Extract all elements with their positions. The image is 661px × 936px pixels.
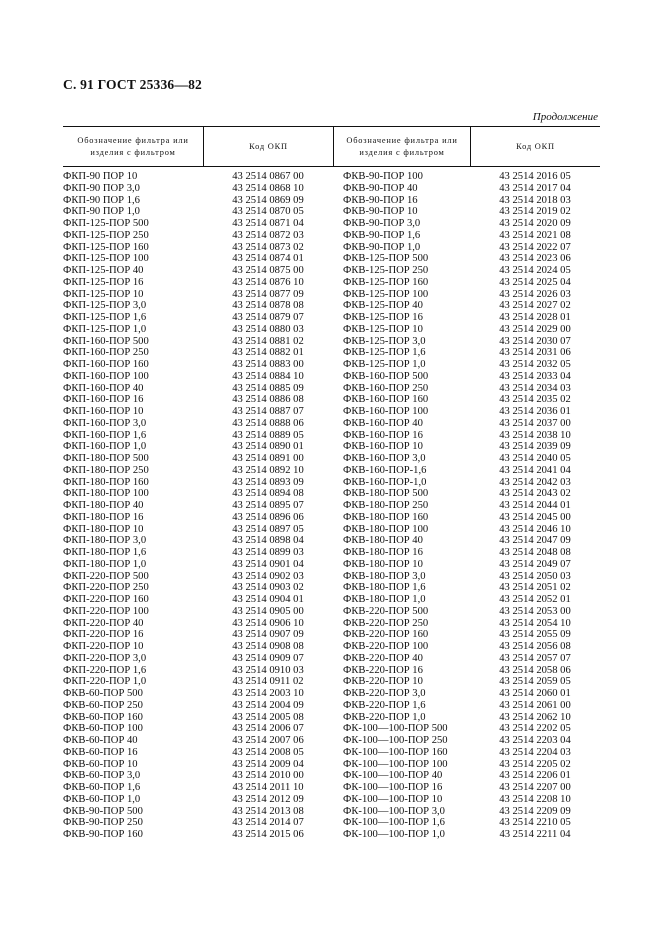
filter-designation: ФКВ-220-ПОР 10 — [343, 676, 423, 688]
okp-code: 43 2514 2035 02 — [499, 394, 571, 406]
filter-designation: ФКВ-180-ПОР 10 — [343, 558, 423, 570]
filter-designation: ФКВ-90-ПОР 1,6 — [343, 229, 421, 241]
okp-code: 43 2514 0879 07 — [232, 312, 304, 323]
okp-code: 43 2514 0910 03 — [232, 664, 304, 676]
okp-code: 43 2514 0867 00 — [232, 171, 304, 182]
filter-designation: ФКП-160-ПОР 1,6 — [63, 429, 147, 441]
okp-code: 43 2514 0889 05 — [232, 429, 304, 441]
okp-code: 43 2514 2026 03 — [499, 288, 571, 300]
okp-code: 43 2514 2060 01 — [499, 688, 571, 699]
filter-designation: ФКП-180-ПОР 500 — [63, 453, 149, 464]
okp-code: 43 2514 2046 10 — [499, 523, 571, 535]
okp-code: 43 2514 0880 03 — [232, 323, 304, 335]
okp-code: 43 2514 2003 10 — [232, 688, 304, 699]
okp-code: 43 2514 0908 08 — [232, 641, 304, 652]
okp-code: 43 2514 0881 02 — [232, 335, 304, 347]
filter-designation: ФКВ-125-ПОР 10 — [343, 323, 423, 335]
filter-designation: ФКП-160-ПОР 1,0 — [63, 441, 147, 453]
filter-designation: ФКП-180-ПОР 250 — [63, 464, 149, 476]
filter-designation: ФКВ-60-ПОР 3,0 — [63, 770, 141, 782]
filter-designation: ФКВ-60-ПОР 100 — [63, 723, 143, 735]
filter-designation: ФКВ-160-ПОР 16 — [343, 429, 423, 441]
okp-code: 43 2514 2061 00 — [499, 699, 571, 711]
okp-code: 43 2514 2036 01 — [499, 406, 571, 417]
okp-code: 43 2514 0906 10 — [232, 617, 304, 629]
filter-designation: ФКВ-90-ПОР 500 — [63, 805, 143, 817]
okp-code: 43 2514 2037 00 — [499, 417, 571, 429]
okp-code: 43 2514 2022 07 — [499, 241, 571, 253]
filter-designation: ФКВ-60-ПОР 160 — [63, 711, 143, 723]
filter-designation: ФКП-220-ПОР 160 — [63, 594, 149, 605]
okp-code: 43 2514 0870 05 — [232, 206, 304, 218]
filter-designation: ФКП-160-ПОР 40 — [63, 382, 144, 394]
okp-code: 43 2514 2051 02 — [499, 582, 571, 594]
okp-code: 43 2514 2206 01 — [499, 770, 571, 782]
okp-code: 43 2514 0893 09 — [232, 476, 304, 488]
filter-designation: ФКП-220-ПОР 500 — [63, 570, 149, 582]
okp-code: 43 2514 0887 07 — [232, 406, 304, 417]
okp-code: 43 2514 2205 02 — [499, 758, 571, 770]
filter-designation: ФКВ-220-ПОР 250 — [343, 617, 429, 629]
okp-code: 43 2514 2041 04 — [499, 464, 571, 476]
okp-code: 43 2514 0871 04 — [232, 218, 304, 229]
okp-code: 43 2514 2017 04 — [499, 182, 571, 194]
filter-designation: ФКВ-220-ПОР 3,0 — [343, 688, 426, 699]
filter-designation: ФКВ-220-ПОР 40 — [343, 652, 423, 664]
filter-designation: ФКВ-160-ПОР 40 — [343, 417, 423, 429]
okp-code: 43 2514 0896 06 — [232, 511, 304, 523]
okp-code: 43 2514 0886 08 — [232, 394, 304, 406]
okp-code: 43 2514 2027 02 — [499, 300, 571, 312]
filter-designation: ФКВ-160-ПОР 250 — [343, 382, 429, 394]
okp-code: 43 2514 2208 10 — [499, 793, 571, 805]
filter-designation: ФКП-180-ПОР 16 — [63, 511, 144, 523]
okp-code: 43 2514 2011 10 — [232, 782, 304, 793]
filter-designation: ФКВ-180-ПОР 1,6 — [343, 582, 426, 594]
filter-designation: ФКВ-90-ПОР 160 — [63, 829, 143, 840]
okp-code: 43 2514 0898 04 — [232, 535, 304, 547]
filter-designation: ФКП-125-ПОР 500 — [63, 218, 149, 229]
filter-designation: ФКП-125-ПОР 1,0 — [63, 323, 147, 335]
filter-designation: ФКП-125-ПОР 160 — [63, 241, 149, 253]
filter-designation: ФКВ-125-ПОР 40 — [343, 300, 423, 312]
filter-designation: ФКП-90 ПОР 10 — [63, 171, 138, 182]
filter-designation: ФКВ-125-ПОР 1,0 — [343, 359, 426, 370]
okp-code: 43 2514 0888 06 — [232, 417, 304, 429]
okp-code: 43 2514 2030 07 — [499, 335, 571, 347]
okp-code: 43 2514 2053 00 — [499, 605, 571, 617]
okp-code: 43 2514 2056 08 — [499, 641, 571, 652]
filter-designation: ФКВ-220-ПОР 500 — [343, 605, 429, 617]
filter-designation: ФКП-220-ПОР 1,6 — [63, 664, 147, 676]
filter-designation: ФКП-125-ПОР 40 — [63, 265, 144, 276]
filter-designation: ФКВ-125-ПОР 1,6 — [343, 347, 426, 359]
filter-designation: ФК-100—100-ПОР 1,0 — [343, 829, 445, 840]
filter-designation: ФК-100—100-ПОР 10 — [343, 793, 443, 805]
filter-designation: ФКП-160-ПОР 250 — [63, 347, 149, 359]
filter-designation: ФКВ-160-ПОР-1,6 — [343, 464, 427, 476]
okp-code: 43 2514 2006 07 — [232, 723, 304, 735]
okp-code: 43 2514 2018 03 — [499, 194, 571, 206]
filter-designation: ФК-100—100-ПОР 160 — [343, 746, 448, 758]
filter-designation: ФКП-125-ПОР 10 — [63, 288, 144, 300]
okp-code: 43 2514 0874 01 — [232, 253, 304, 265]
okp-code: 43 2514 2062 10 — [499, 711, 571, 723]
filter-designation: ФК-100—100-ПОР 3,0 — [343, 805, 445, 817]
filter-designation: ФК-100—100-ПОР 16 — [343, 782, 443, 793]
continued-label: Продолжение — [532, 111, 598, 123]
okp-code: 43 2514 2014 07 — [232, 817, 304, 829]
okp-code: 43 2514 2033 04 — [499, 370, 571, 382]
filter-designation: ФКП-90 ПОР 1,0 — [63, 206, 140, 218]
filter-designation: ФКВ-180-ПОР 500 — [343, 488, 429, 500]
okp-code: 43 2514 0903 02 — [232, 582, 304, 594]
filter-designation: ФКВ-160-ПОР 160 — [343, 394, 429, 406]
okp-code: 43 2514 2005 08 — [232, 711, 304, 723]
filter-designation: ФКВ-90-ПОР 1,0 — [343, 241, 421, 253]
okp-code: 43 2514 2024 05 — [499, 265, 571, 276]
filter-designation: ФК-100—100-ПОР 1,6 — [343, 817, 445, 829]
filter-designation: ФКВ-60-ПОР 10 — [63, 758, 138, 770]
okp-code: 43 2514 2211 04 — [499, 829, 571, 840]
header-designation-right: Обозначение фильтра или изделия с фильтром — [333, 127, 470, 166]
okp-code: 43 2514 2203 04 — [499, 735, 571, 746]
filter-designation: ФКВ-160-ПОР 10 — [343, 441, 423, 453]
filter-designation: ФК-100—100-ПОР 500 — [343, 723, 448, 735]
table-body — [63, 167, 600, 853]
okp-code: 43 2514 2010 00 — [232, 770, 304, 782]
okp-code: 43 2514 2054 10 — [499, 617, 571, 629]
filter-designation: ФКВ-125-ПОР 250 — [343, 265, 429, 276]
filter-designation: ФКВ-160-ПОР 500 — [343, 370, 429, 382]
filter-designation: ФКВ-90-ПОР 100 — [343, 171, 423, 182]
filter-designation: ФКВ-125-ПОР 16 — [343, 312, 423, 323]
left-okp-column — [203, 171, 333, 841]
okp-code: 43 2514 2057 07 — [499, 652, 571, 664]
okp-code: 43 2514 0894 08 — [232, 488, 304, 500]
filter-designation: ФКП-90 ПОР 3,0 — [63, 182, 140, 194]
okp-code: 43 2514 2031 06 — [499, 347, 571, 359]
filter-designation: ФКП-180-ПОР 1,6 — [63, 547, 147, 558]
okp-code: 43 2514 2038 10 — [499, 429, 571, 441]
header-okp-code-left: Код ОКП — [203, 127, 333, 166]
okp-code: 43 2514 2058 06 — [499, 664, 571, 676]
filter-designation: ФКП-180-ПОР 3,0 — [63, 535, 147, 547]
okp-code: 43 2514 2204 03 — [499, 746, 571, 758]
filter-designation: ФКВ-180-ПОР 40 — [343, 535, 423, 547]
filter-designation: ФКП-180-ПОР 100 — [63, 488, 149, 500]
filter-designation: ФКВ-220-ПОР 1,6 — [343, 699, 426, 711]
filter-designation: ФКВ-125-ПОР 500 — [343, 253, 429, 265]
filter-designation: ФКП-160-ПОР 500 — [63, 335, 149, 347]
filter-designation: ФКВ-90-ПОР 3,0 — [343, 218, 421, 229]
right-okp-column — [470, 171, 600, 841]
filter-designation: ФК-100—100-ПОР 40 — [343, 770, 443, 782]
header-designation-left: Обозначение фильтра или изделия с фильтром — [77, 135, 189, 157]
okp-code: 43 2514 2210 05 — [499, 817, 571, 829]
filter-designation: ФКВ-90-ПОР 16 — [343, 194, 418, 206]
okp-code: 43 2514 2050 03 — [499, 570, 571, 582]
okp-code: 43 2514 2039 09 — [499, 441, 571, 453]
filter-designation: ФКВ-60-ПОР 500 — [63, 688, 143, 699]
okp-code: 43 2514 2009 04 — [232, 758, 304, 770]
okp-code: 43 2514 0902 03 — [232, 570, 304, 582]
okp-code: 43 2514 0884 10 — [232, 370, 304, 382]
okp-code: 43 2514 0891 00 — [232, 453, 304, 464]
filter-designation: ФКП-220-ПОР 3,0 — [63, 652, 147, 664]
filter-designation: ФКВ-125-ПОР 160 — [343, 276, 429, 288]
filter-designation: ФКВ-220-ПОР 100 — [343, 641, 429, 652]
okp-code: 43 2514 2004 09 — [232, 699, 304, 711]
filter-designation: ФК-100—100-ПОР 100 — [343, 758, 448, 770]
filter-designation: ФКВ-180-ПОР 100 — [343, 523, 429, 535]
filter-designation: ФКП-220-ПОР 16 — [63, 629, 144, 641]
okp-code: 43 2514 2012 09 — [232, 793, 304, 805]
okp-code: 43 2514 2049 07 — [499, 558, 571, 570]
filter-designation: ФКП-125-ПОР 250 — [63, 229, 149, 241]
okp-code: 43 2514 0895 07 — [232, 500, 304, 511]
okp-code: 43 2514 2008 05 — [232, 746, 304, 758]
filter-designation: ФКП-90 ПОР 1,6 — [63, 194, 140, 206]
okp-code: 43 2514 0892 10 — [232, 464, 304, 476]
okp-code: 43 2514 0882 01 — [232, 347, 304, 359]
filter-designation: ФКП-125-ПОР 16 — [63, 276, 144, 288]
okp-code: 43 2514 0877 09 — [232, 288, 304, 300]
filter-designation: ФКП-180-ПОР 1,0 — [63, 558, 147, 570]
okp-code: 43 2514 0883 00 — [232, 359, 304, 370]
okp-code: 43 2514 2015 06 — [232, 829, 304, 840]
okp-code: 43 2514 2043 02 — [499, 488, 571, 500]
okp-code: 43 2514 2055 09 — [499, 629, 571, 641]
header-okp-code-right: Код ОКП — [470, 127, 600, 166]
okp-code: 43 2514 0869 09 — [232, 194, 304, 206]
okp-code: 43 2514 2042 03 — [499, 476, 571, 488]
filter-designation: ФКП-220-ПОР 250 — [63, 582, 149, 594]
okp-code: 43 2514 0897 05 — [232, 523, 304, 535]
okp-code: 43 2514 0875 00 — [232, 265, 304, 276]
filter-designation: ФКП-180-ПОР 40 — [63, 500, 144, 511]
okp-code: 43 2514 0905 00 — [232, 605, 304, 617]
filter-designation: ФКП-125-ПОР 3,0 — [63, 300, 147, 312]
okp-code: 43 2514 2209 09 — [499, 805, 571, 817]
okp-code: 43 2514 2007 06 — [232, 735, 304, 746]
filter-designation: ФКП-180-ПОР 160 — [63, 476, 149, 488]
table-header — [63, 126, 600, 167]
okp-code: 43 2514 0911 02 — [232, 676, 304, 688]
filter-designation: ФКВ-90-ПОР 250 — [63, 817, 143, 829]
okp-code: 43 2514 0904 01 — [232, 594, 304, 605]
okp-code: 43 2514 2047 09 — [499, 535, 571, 547]
filter-designation: ФКП-220-ПОР 1,0 — [63, 676, 147, 688]
okp-code: 43 2514 2025 04 — [499, 276, 571, 288]
filter-designation: ФКВ-90-ПОР 10 — [343, 206, 418, 218]
filter-designation: ФКВ-220-ПОР 16 — [343, 664, 423, 676]
filter-designation: ФКП-125-ПОР 100 — [63, 253, 149, 265]
filter-designation: ФКВ-180-ПОР 3,0 — [343, 570, 426, 582]
filter-designation: ФКВ-125-ПОР 100 — [343, 288, 429, 300]
okp-code: 43 2514 0899 03 — [232, 547, 304, 558]
okp-code: 43 2514 2048 08 — [499, 547, 571, 558]
okp-code: 43 2514 0878 08 — [232, 300, 304, 312]
filter-designation: ФКП-160-ПОР 100 — [63, 370, 149, 382]
okp-code: 43 2514 2059 05 — [499, 676, 571, 688]
filter-designation: ФКП-220-ПОР 100 — [63, 605, 149, 617]
filter-designation: ФКВ-160-ПОР 100 — [343, 406, 429, 417]
okp-code: 43 2514 2040 05 — [499, 453, 571, 464]
okp-code: 43 2514 2202 05 — [499, 723, 571, 735]
okp-code: 43 2514 2028 01 — [499, 312, 571, 323]
filter-designation: ФКП-160-ПОР 160 — [63, 359, 149, 370]
filter-designation: ФК-100—100-ПОР 250 — [343, 735, 448, 746]
filter-designation: ФКВ-220-ПОР 160 — [343, 629, 429, 641]
okp-code: 43 2514 2052 01 — [499, 594, 571, 605]
okp-code: 43 2514 0872 03 — [232, 229, 304, 241]
okp-code: 43 2514 2045 00 — [499, 511, 571, 523]
okp-code: 43 2514 0885 09 — [232, 382, 304, 394]
left-designation-column — [63, 171, 203, 841]
okp-code: 43 2514 2013 08 — [232, 805, 304, 817]
filter-designation: ФКП-180-ПОР 10 — [63, 523, 144, 535]
filter-designation: ФКВ-180-ПОР 250 — [343, 500, 429, 511]
okp-code: 43 2514 0890 01 — [232, 441, 304, 453]
filter-designation: ФКП-160-ПОР 10 — [63, 406, 144, 417]
okp-code: 43 2514 2020 09 — [499, 218, 571, 229]
filter-designation: ФКВ-60-ПОР 40 — [63, 735, 138, 746]
okp-code: 43 2514 2029 00 — [499, 323, 571, 335]
okp-code: 43 2514 0873 02 — [232, 241, 304, 253]
okp-code: 43 2514 2032 05 — [499, 359, 571, 370]
okp-code: 43 2514 2021 08 — [499, 229, 571, 241]
filter-designation: ФКП-220-ПОР 40 — [63, 617, 144, 629]
okp-code: 43 2514 2034 03 — [499, 382, 571, 394]
filter-designation: ФКП-160-ПОР 3,0 — [63, 417, 147, 429]
filter-designation: ФКВ-160-ПОР-1,0 — [343, 476, 427, 488]
okp-code: 43 2514 0909 07 — [232, 652, 304, 664]
okp-code: 43 2514 2016 05 — [499, 171, 571, 182]
filter-designation: ФКП-125-ПОР 1,6 — [63, 312, 147, 323]
okp-code: 43 2514 2044 01 — [499, 500, 571, 511]
filter-designation: ФКП-160-ПОР 16 — [63, 394, 144, 406]
okp-code: 43 2514 2019 02 — [499, 206, 571, 218]
filter-designation: ФКВ-180-ПОР 16 — [343, 547, 423, 558]
okp-code: 43 2514 2023 06 — [499, 253, 571, 265]
okp-code-table — [63, 126, 600, 853]
filter-designation: ФКВ-180-ПОР 1,0 — [343, 594, 426, 605]
filter-designation: ФКВ-90-ПОР 40 — [343, 182, 418, 194]
okp-code: 43 2514 0876 10 — [232, 276, 304, 288]
okp-code: 43 2514 0907 09 — [232, 629, 304, 641]
right-designation-column — [343, 171, 470, 841]
page-header: С. 91 ГОСТ 25336—82 — [63, 77, 202, 92]
filter-designation: ФКВ-180-ПОР 160 — [343, 511, 429, 523]
filter-designation: ФКВ-60-ПОР 1,6 — [63, 782, 141, 793]
filter-designation: ФКВ-125-ПОР 3,0 — [343, 335, 426, 347]
okp-code: 43 2514 0868 10 — [232, 182, 304, 194]
filter-designation: ФКВ-220-ПОР 1,0 — [343, 711, 426, 723]
filter-designation: ФКВ-60-ПОР 1,0 — [63, 793, 141, 805]
filter-designation: ФКВ-160-ПОР 3,0 — [343, 453, 426, 464]
filter-designation: ФКВ-60-ПОР 16 — [63, 746, 138, 758]
filter-designation: ФКВ-60-ПОР 250 — [63, 699, 143, 711]
filter-designation: ФКП-220-ПОР 10 — [63, 641, 144, 652]
okp-code: 43 2514 2207 00 — [499, 782, 571, 793]
okp-code: 43 2514 0901 04 — [232, 558, 304, 570]
